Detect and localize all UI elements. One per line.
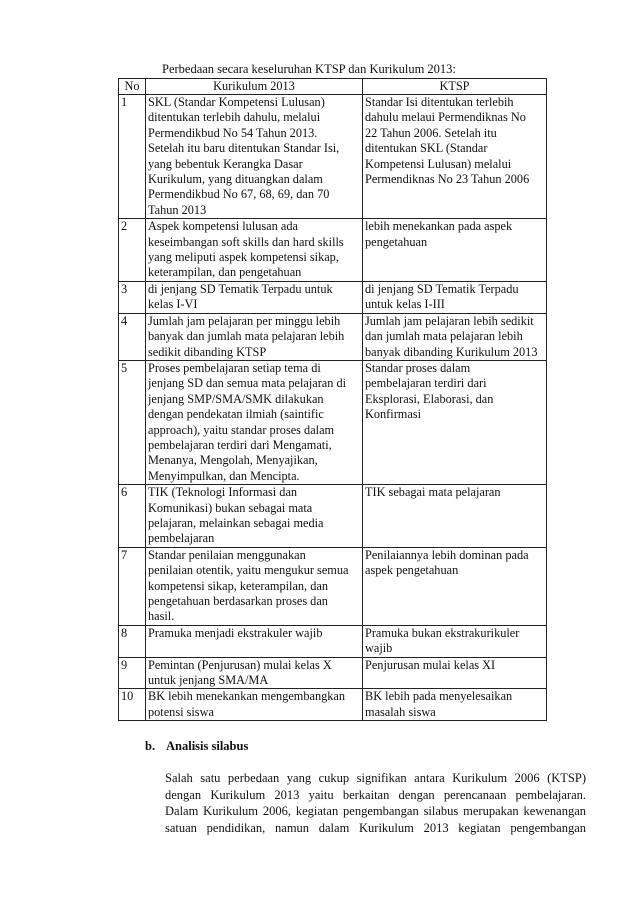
cell-ktsp: Pramuka bukan ekstrakurikuler wajib — [363, 625, 547, 657]
paragraph-line: dengan Kurikulum 2013 yaitu berkaitan dengan perencanaan pembelajaran. — [165, 787, 586, 802]
cell-kurikulum-2013: Jumlah jam pelajaran per minggu lebih banyak dan jumlah mata pelajaran lebih sedikit dibanding KTSP — [146, 313, 363, 360]
section-paragraph — [165, 770, 586, 836]
paragraph-line: Salah satu perbedaan yang cukup signifikan antara Kurikulum 2006 (KTSP) — [165, 771, 586, 785]
table-row — [119, 281, 547, 313]
cell-kurikulum-2013: SKL (Standar Kompetensi Lulusan) ditentukan terlebih dahulu, melalui Permendikbud No 54 Tahun 2013. Setelah itu baru ditentukan Standar Isi, yang bebentuk Kerangka Dasar Kurikulum, yang dituangkan dalam Permendikbud No 67, 68, 69, dan 70 Tahun 2013 — [146, 95, 363, 219]
cell-kurikulum-2013: Pramuka menjadi ekstrakuler wajib — [146, 625, 363, 657]
header-no: No — [119, 79, 146, 95]
cell-kurikulum-2013: BK lebih menekankan mengembangkan potensi siswa — [146, 689, 363, 721]
cell-kurikulum-2013: di jenjang SD Tematik Terpadu untuk kelas I-VI — [146, 281, 363, 313]
cell-kurikulum-2013: Pemintan (Penjurusan) mulai kelas X untuk jenjang SMA/MA — [146, 657, 363, 689]
cell-ktsp: BK lebih pada menyelesaikan masalah siswa — [363, 689, 547, 721]
section-marker: b. — [145, 739, 156, 753]
section-heading — [145, 739, 248, 754]
comparison-table — [118, 78, 547, 721]
section-title: Analisis silabus — [166, 739, 249, 753]
cell-no: 8 — [119, 625, 146, 657]
cell-kurikulum-2013: TIK (Teknologi Informasi dan Komunikasi) bukan sebagai mata pelajaran, melainkan sebagai media pembelajaran — [146, 485, 363, 548]
table-row — [119, 219, 547, 282]
header-kurikulum-2013: Kurikulum 2013 — [146, 79, 363, 95]
header-ktsp: KTSP — [363, 79, 547, 95]
cell-no: 10 — [119, 689, 146, 721]
cell-ktsp: Jumlah jam pelajaran lebih sedikit dan jumlah mata pelajaran lebih banyak dibanding Kurikulum 2013 — [363, 313, 547, 360]
cell-ktsp: Penilaiannya lebih dominan pada aspek pengetahuan — [363, 547, 547, 625]
cell-ktsp: lebih menekankan pada aspek pengetahuan — [363, 219, 547, 282]
cell-ktsp: Standar proses dalam pembelajaran terdiri dari Eksplorasi, Elaborasi, dan Konfirmasi — [363, 360, 547, 484]
cell-ktsp: Standar Isi ditentukan terlebih dahulu melaui Permendiknas No 22 Tahun 2006. Setelah itu ditentukan SKL (Standar Kompetensi Lulusan) melalui Permendiknas No 23 Tahun 2006 — [363, 95, 547, 219]
paragraph-line: Dalam Kurikulum 2006, kegiatan pengembangan silabus merupakan kewenangan — [165, 804, 586, 818]
cell-no: 9 — [119, 657, 146, 689]
table-row — [119, 547, 547, 625]
cell-no: 4 — [119, 313, 146, 360]
table-row — [119, 689, 547, 721]
cell-no: 6 — [119, 485, 146, 548]
cell-no: 5 — [119, 360, 146, 484]
cell-kurikulum-2013: Standar penilaian menggunakan penilaian otentik, yaitu mengukur semua kompetensi sikap, keterampilan, dan pengetahuan berdasarkan proses dan hasil. — [146, 547, 363, 625]
table-caption: Perbedaan secara keseluruhan KTSP dan Kurikulum 2013: — [162, 62, 456, 76]
cell-ktsp: TIK sebagai mata pelajaran — [363, 485, 547, 548]
cell-no: 2 — [119, 219, 146, 282]
table-row — [119, 95, 547, 219]
cell-ktsp: Penjurusan mulai kelas XI — [363, 657, 547, 689]
table-header-row — [119, 79, 547, 95]
table-row — [119, 657, 547, 689]
cell-no: 1 — [119, 95, 146, 219]
cell-ktsp: di jenjang SD Tematik Terpadu untuk kelas I-III — [363, 281, 547, 313]
cell-kurikulum-2013: Proses pembelajaran setiap tema di jenjang SD dan semua mata pelajaran di jenjang SMP/SMA/SMK dilakukan dengan pendekatan ilmiah (saintific approach), yaitu standar proses dalam pembelajaran terdiri dari Mengamati, Menanya, Mengolah, Menyajikan, Menyimpulkan, dan Mencipta. — [146, 360, 363, 484]
table-row — [119, 625, 547, 657]
table-row — [119, 360, 547, 484]
cell-no: 3 — [119, 281, 146, 313]
table-row — [119, 313, 547, 360]
paragraph-line: satuan pendidikan, namun dalam Kurikulum 2013 kegiatan pengembangan — [165, 820, 586, 835]
cell-kurikulum-2013: Aspek kompetensi lulusan ada keseimbangan soft skills dan hard skills yang meliputi aspek kompetensi sikap, keterampilan, dan pengetahuan — [146, 219, 363, 282]
table-row — [119, 485, 547, 548]
cell-no: 7 — [119, 547, 146, 625]
